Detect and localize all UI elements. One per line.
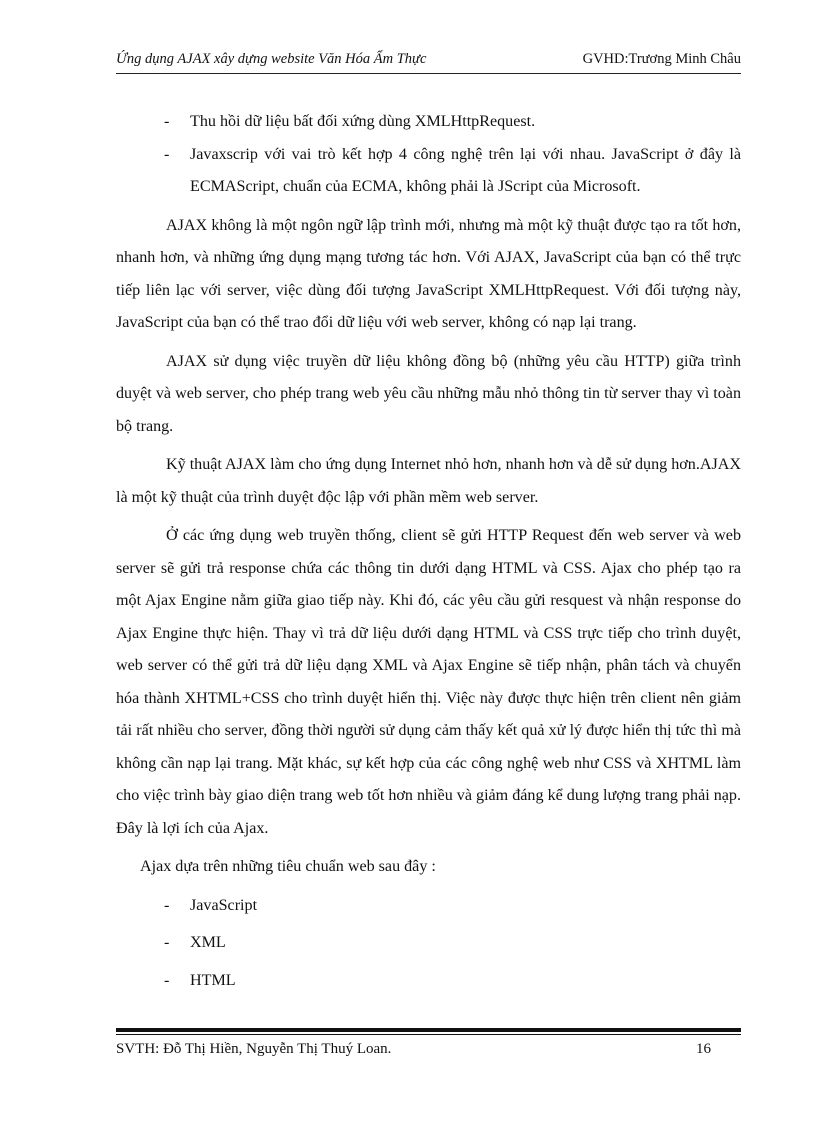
page-header — [116, 44, 741, 74]
list-item — [116, 965, 741, 998]
list-item — [116, 890, 741, 923]
paragraph-ajax-benefits: Kỹ thuật AJAX làm cho ứng dụng Internet nhỏ hơn, nhanh hơn và dễ sử dụng hơn.AJAX là một kỹ thuật của trình duyệt độc lập với phần mềm web server. — [116, 456, 741, 506]
bullet-dash: - — [164, 113, 170, 130]
standard-name: HTML — [190, 971, 236, 989]
paragraph-ajax-engine: Ở các ứng dụng web truyền thống, client sẽ gửi HTTP Request đến web server và web server sẽ gửi trả response chứa các thông tin dưới dạng HTML và CSS. Ajax cho phép tạo ra một Ajax Engine nằm giữa giao tiếp này. Khi đó, các yêu cầu gửi resquest và nhận response do Ajax Engine thực hiện. Thay vì trả dữ liệu dưới dạng HTML và CSS trực tiếp cho trình duyệt, web server có thể gửi trả dữ liệu dạng XML và Ajax Engine sẽ tiếp nhận, phân tách và chuyển hóa thành XHTML+CSS cho trình duyệt hiển thị. Việc này được thực hiện trên client nên giảm tải rất nhiều cho server, đồng thời người sử dụng cảm thấy kết quả xử lý được hiển thị tức thì mà không cần nạp lại trang. Mặt khác, sự kết hợp của các công nghệ web như CSS và XHTML làm cho việc trình bày giao diện trang web tốt hơn nhiều và giảm đáng kể dung lượng trang phải nạp. Đây là lợi ích của Ajax. — [116, 527, 741, 837]
page-footer — [116, 1036, 741, 1062]
bullet-dash: - — [164, 971, 170, 989]
standards-list — [116, 890, 741, 998]
list-item — [116, 927, 741, 960]
bullet-text: Thu hồi dữ liệu bất đối xứng dùng XMLHttpRequest. — [190, 113, 536, 130]
footer-divider-thick — [116, 1028, 741, 1032]
footer-divider-thin — [116, 1034, 741, 1035]
footer-authors: SVTH: Đỗ Thị Hiền, Nguyễn Thị Thuý Loan. — [116, 1041, 392, 1057]
header-document-title: Ứng dụng AJAX xây dựng website Văn Hóa Ẩm Thực — [116, 51, 427, 67]
header-divider — [116, 73, 741, 74]
bullet-item — [116, 106, 741, 139]
standard-name: JavaScript — [190, 896, 258, 914]
standards-intro: Ajax dựa trên những tiêu chuẩn web sau đây : — [140, 858, 436, 875]
bullet-item — [116, 139, 741, 204]
page-body — [116, 106, 741, 1002]
paragraph-ajax-intro: AJAX không là một ngôn ngữ lập trình mới, nhưng mà một kỹ thuật được tạo ra tốt hơn, nhanh hơn, và những ứng dụng mạng tương tác hơn. Với AJAX, JavaScript của bạn có thể trực tiếp liên lạc với server, việc dùng đối tượng JavaScript XMLHttpRequest. Với đối tượng này, JavaScript của bạn có thể trao đổi dữ liệu với web server, không có nạp lại trang. — [116, 216, 741, 331]
header-instructor: GVHD:Trương Minh Châu — [582, 51, 741, 67]
page-number: 16 — [696, 1041, 711, 1057]
bullet-dash: - — [164, 145, 170, 163]
paragraph-async-transfer: AJAX sử dụng việc truyền dữ liệu không đồng bộ (những yêu cầu HTTP) giữa trình duyệt và web server, cho phép trang web yêu cầu những mẫu nhỏ thông tin từ server thay vì toàn bộ trang. — [116, 352, 741, 435]
bullet-text: Javaxscrip với vai trò kết hợp 4 công nghệ trên lại với nhau. JavaScript ở đây là ECMAScript, chuẩn của ECMA, không phải là JScript của Microsoft. — [190, 145, 741, 195]
standard-name: XML — [190, 934, 226, 951]
bullet-dash: - — [164, 934, 170, 951]
bullet-dash: - — [164, 896, 170, 914]
